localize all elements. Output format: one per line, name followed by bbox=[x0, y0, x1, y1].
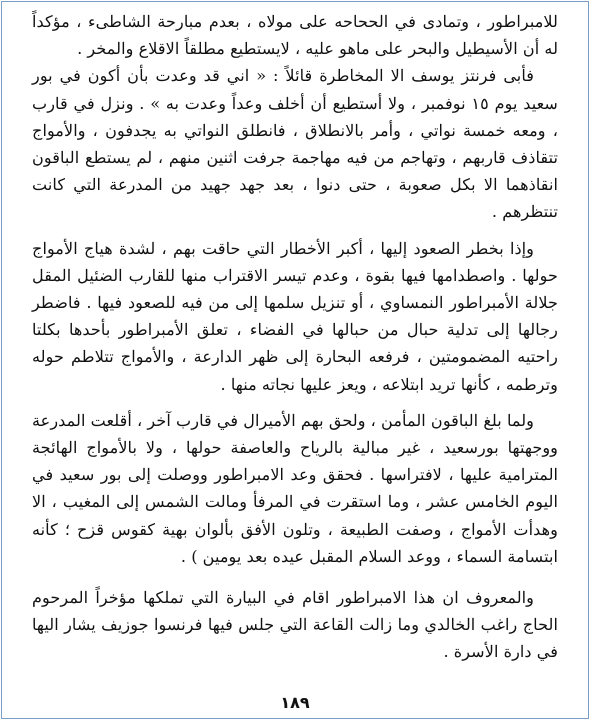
paragraph-5: والمعروف ان هذا الامبراطور اقام في البيارة التي تملكها مؤخراً المرحوم الحاج راغب الخالدي وما زالت القاعة التي جلس فيها فرنسوا جوزيف يشار اليها في دارة الأسرة . bbox=[32, 588, 558, 662]
page-frame bbox=[1, 1, 589, 719]
paragraph-3: وإذا بخطر الصعود إليها ، أكبر الأخطار التي حاقت بهم ، لشدة هياج الأمواج حولها . واصطدامها فيها بقوة ، وعدم تيسر الاقتراب منها للقارب الضئيل المقل جلالة الأمبراطور النمساوي ، أو تنزيل سلمها إلى من فيه للصعود فيها . فاضطر رجالها إلى تدلية حبال من حبالها في الفضاء ، تعلق الأمبراطور بأحدها بكلتا راحتيه المضمومتين ، فرفعه البحارة إلى ظهر الدارعة ، والأمواج تتلاطم حوله وترطمه ، كأنها تريد ابتلاعه ، ويعز عليها نجاته منها . bbox=[32, 238, 558, 394]
paragraph-4: ولما بلغ الباقون المأمن ، ولحق بهم الأميرال في قارب آخر ، أقلعت المدرعة ووجهتها بورسعيد ، غير مبالية بالرياح والعاصفة حولها ، ولا بالأمواج الهائجة المترامية عليها ، لافتراسها . فحقق وعد الامبراطور ووصلت إلى بور سعيد في اليوم الخامس عشر ، وما استقرت في المرفأ ومالت الشمس إلى المغيب ، الا وهدأت الأمواج ، وصفت الطبيعة ، وتلون الأفق بألوان بهية كقوس قزح ؛ كأنه ابتسامة السماء ، ووعد السلام المقبل عيده بعد يومين ) . bbox=[32, 410, 558, 566]
paragraph-1: للامبراطور ، وتمادى في الححاحه على مولاه ، بعدم مبارحة الشاطىء ، مؤكداً له أن الأسيطيل والبحر على ماهو عليه ، لايستطيع مطلقاً الاقلاع والمخر . bbox=[32, 12, 558, 59]
paragraph-2: فأبى فرنتز يوسف الا المخاطرة قائلاً : « اني قد وعدت بأن أكون في بور سعيد يوم ١٥ نوفمبر ، ولا أستطيع أن أخلف وعداً وعدت به » . ونزل في قارب ، ومعه خمسة نواتي ، وأمر بالانطلاق ، فانطلق النواتي به يجدفون ، والأمواج تتقاذف قاربهم ، وتهاجم من فيه مهاجمة جرفت اثنين منهم ، لم يستطع الباقون انقاذهما الا بكل صعوبة ، حتى دنوا ، بعد جهد جهيد من المدرعة التي كانت تنتظرهم . bbox=[32, 66, 558, 222]
page-number: ١٨٩ bbox=[280, 693, 310, 712]
document-body bbox=[32, 8, 558, 666]
